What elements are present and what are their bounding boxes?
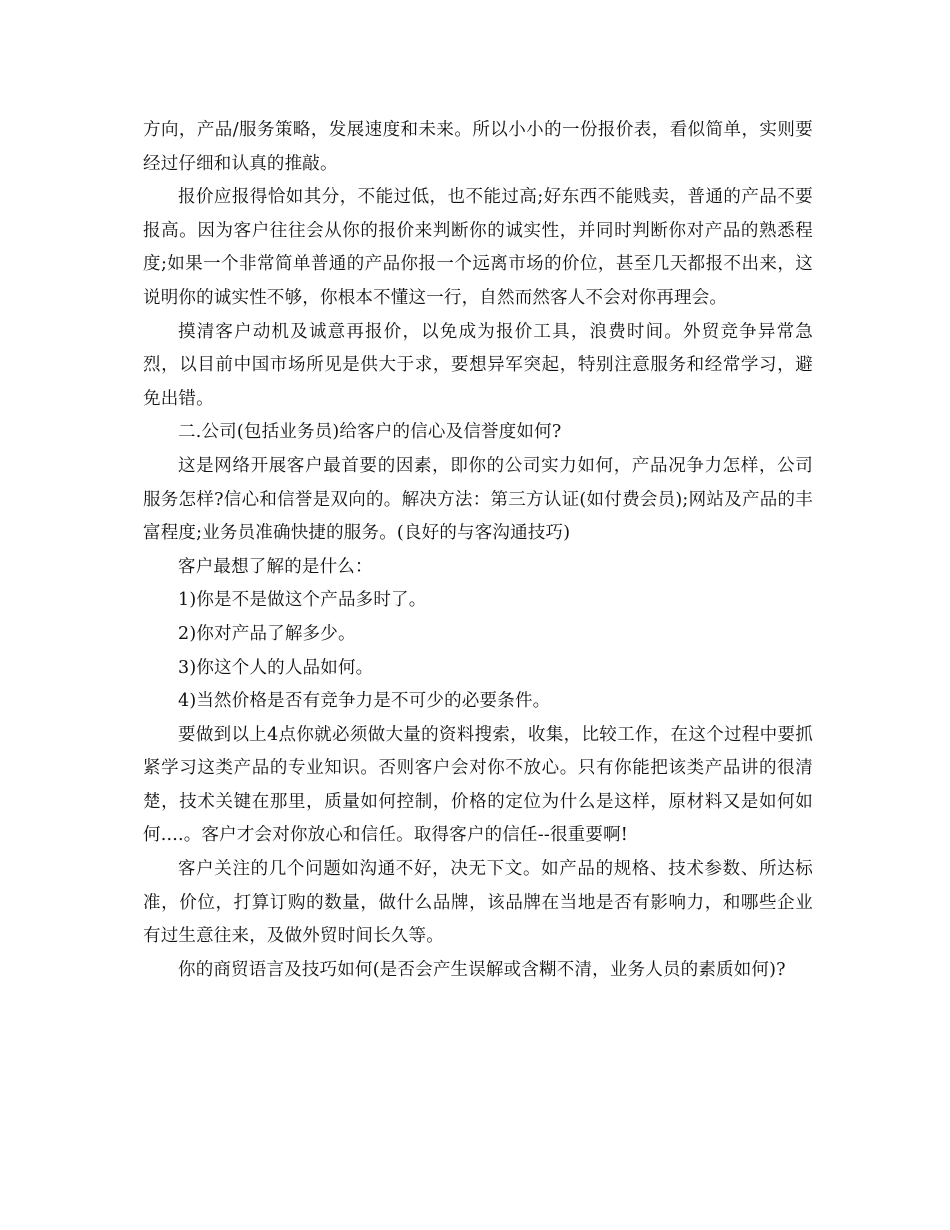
paragraph-trade-language: 你的商贸语言及技巧如何(是否会产生误解或含糊不清，业务人员的素质如何)? <box>178 959 786 980</box>
paragraph-customer-wants: 客户最想了解的是什么： <box>178 556 373 577</box>
list-item: 4)当然价格是否有竞争力是不可少的必要条件。 <box>178 691 551 712</box>
paragraph-research-work: 要做到以上4点你就必须做大量的资料搜索，收集，比较工作，在这个过程中要抓紧学习这类产品的专业知识。否则客户会对你不放心。只有你能把该类产品讲的很清楚，技术关键在那里，质量如何控制，价格的定位为什么是这样，原材料又是如何如何....。客户才会对你放心和信任。取得客户的信任--很重要啊! <box>143 724 813 846</box>
list-item: 2)你对产品了解多少。 <box>178 623 356 644</box>
paragraph-continuation: 方向，产品/服务策略，发展速度和未来。所以小小的一份报价表，看似简单，实则要经过仔细和认真的推敲。 <box>143 120 813 174</box>
paragraph-company-strength: 这是网络开展客户最首要的因素，即你的公司实力如何，产品况争力怎样，公司服务怎样?信心和信誉是双向的。解决方法：第三方认证(如付费会员);网站及产品的丰富程度;业务员准确快捷的服务。(良好的与客沟通技巧) <box>143 455 813 544</box>
paragraph-pricing-advice: 报价应报得恰如其分，不能过低，也不能过高;好东西不能贱卖，普通的产品不要报高。因为客户往往会从你的报价来判断你的诚实性，并同时判断你对产品的熟悉程度;如果一个非常简单普通的产品你报一个远离市场的价位，甚至几天都报不出来，这说明你的诚实性不够，你根本不懂这一行，自然而然客人不会对你再理会。 <box>143 187 813 308</box>
section-heading-company-credibility: 二.公司(包括业务员)给客户的信心及信誉度如何? <box>178 422 562 443</box>
document-body <box>143 114 813 987</box>
list-item: 1)你是不是做这个产品多时了。 <box>178 590 427 611</box>
paragraph-customer-motive: 摸清客户动机及诚意再报价，以免成为报价工具，浪费时间。外贸竞争异常急烈，以目前中国市场所见是供大于求，要想异军突起，特别注意服务和经常学习，避免出错。 <box>143 321 813 409</box>
list-item: 3)你这个人的人品如何。 <box>178 657 374 678</box>
paragraph-customer-concerns: 客户关注的几个问题如沟通不好，决无下文。如产品的规格、技术参数、所达标准，价位，打算订购的数量，做什么品牌，该品牌在当地是否有影响力，和哪些企业有过生意往来，及做外贸时间长久等。 <box>143 859 813 947</box>
